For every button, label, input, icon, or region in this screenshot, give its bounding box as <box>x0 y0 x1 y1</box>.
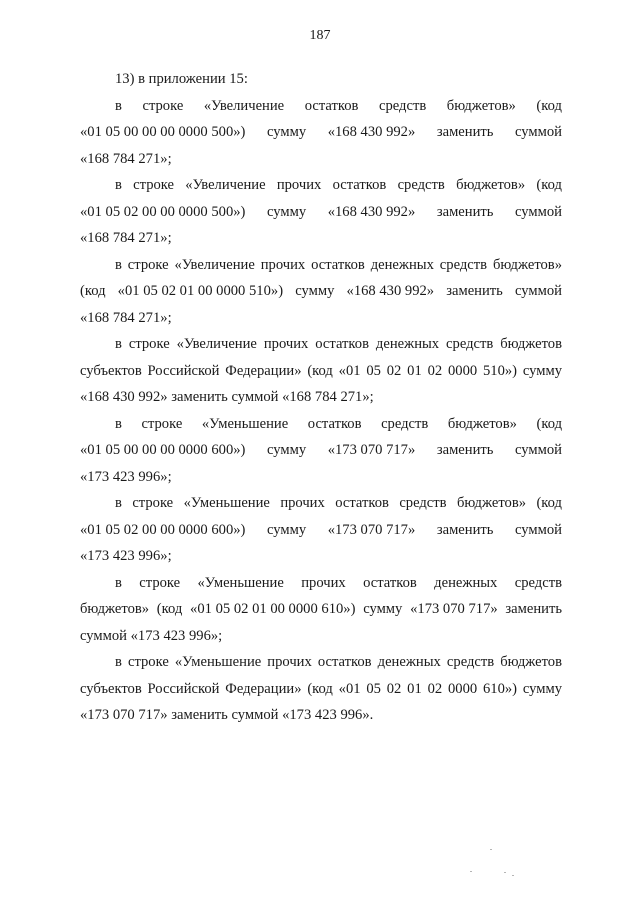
paragraph-line <box>80 437 562 464</box>
paragraph-line: «168 784 271»; <box>80 150 172 167</box>
paragraph-line <box>80 411 562 438</box>
line-word: суммой <box>515 521 562 538</box>
line-word: (код <box>536 495 562 511</box>
line-word: строке <box>133 177 175 193</box>
paragraph-line <box>80 490 562 517</box>
line-word: в <box>115 177 122 193</box>
line-word: «Уменьшение <box>201 415 289 432</box>
paragraph-line <box>80 119 562 146</box>
paragraph-line: «168 784 271»; <box>80 309 172 326</box>
paragraph-line: суммой «173 423 996»; <box>80 627 223 644</box>
amendment-paragraph <box>80 570 562 650</box>
line-word: «01 05 00 00 00 0000 600») <box>80 442 246 458</box>
line-word: «173 070 717» <box>327 442 416 458</box>
line-word: сумму <box>266 203 307 220</box>
paragraph-line <box>80 199 562 226</box>
line-word: «Уменьшение <box>183 495 270 511</box>
line-word: остатков <box>307 415 362 432</box>
line-word: бюджетов» <box>447 415 517 432</box>
line-word: «01 05 00 00 00 0000 500») <box>80 124 246 140</box>
line-word: средств <box>514 574 562 591</box>
amendment-paragraph <box>80 93 562 173</box>
scan-artifacts <box>440 845 560 885</box>
line-word: остатков <box>304 97 359 114</box>
paragraph-line <box>80 278 562 305</box>
line-word: строке <box>132 495 174 511</box>
paragraph-line <box>80 93 562 120</box>
amendment-paragraph <box>80 252 562 332</box>
paragraph-line <box>80 570 562 597</box>
line-word: (код <box>536 97 562 114</box>
line-word: в <box>115 415 122 432</box>
line-word: суммой <box>515 124 562 140</box>
line-word: (код <box>156 601 183 617</box>
line-word: (код <box>536 177 562 193</box>
line-word: «168 430 992» <box>327 203 416 220</box>
amendment-paragraph <box>80 331 562 411</box>
line-word: средств <box>397 177 445 193</box>
line-word: остатков <box>335 495 389 511</box>
line-word: «168 430 992» <box>346 283 435 299</box>
line-word: сумму <box>266 442 307 458</box>
line-word: в <box>115 574 122 591</box>
line-word: прочих <box>276 177 322 193</box>
line-word: «Увеличение <box>185 177 266 193</box>
line-word: прочих <box>280 495 325 511</box>
paragraph-line: «173 423 996»; <box>80 468 172 485</box>
line-word: «01 05 02 00 00 0000 600») <box>80 521 246 538</box>
paragraph-line: в строке «Увеличение прочих остатков денежных средств бюджетов <box>115 336 562 352</box>
line-word: строке <box>142 97 184 114</box>
document-body <box>80 66 562 729</box>
amendment-paragraph <box>80 411 562 491</box>
line-word: в <box>115 97 122 114</box>
paragraph-line: субъектов Российской Федерации» (код «01 05 02 01 02 0000 610») сумму <box>80 680 562 697</box>
amendment-paragraph <box>80 490 562 570</box>
line-word: суммой <box>514 283 562 299</box>
paragraph-line: «168 430 992» заменить суммой «168 784 271»; <box>80 389 374 405</box>
line-word: «Увеличение <box>203 97 285 114</box>
page-number: 187 <box>309 28 331 43</box>
paragraph-line <box>80 517 562 544</box>
line-word: сумму <box>266 521 307 538</box>
line-word: строке <box>141 415 183 432</box>
line-word: средств <box>379 97 427 114</box>
line-word: строке <box>139 574 181 591</box>
line-word: (код <box>536 415 562 432</box>
amendment-list <box>80 93 562 729</box>
line-word: «01 05 02 01 00 0000 510») <box>117 283 284 299</box>
paragraph-line: субъектов Российской Федерации» (код «01 05 02 01 02 0000 510») сумму <box>80 362 562 379</box>
line-word: «173 070 717» <box>410 601 498 617</box>
paragraph-line: «173 423 996»; <box>80 548 172 564</box>
line-word: прочих <box>301 574 346 591</box>
line-word: сумму <box>363 601 403 617</box>
line-word: заменить <box>436 442 494 458</box>
line-word: бюджетов» <box>456 495 527 511</box>
line-word: средств <box>381 415 429 432</box>
paragraph-line: «168 784 271»; <box>80 230 172 246</box>
line-word: заменить <box>505 601 562 617</box>
line-word: бюджетов» <box>80 601 150 617</box>
paragraph-line: в строке «Увеличение прочих остатков денежных средств бюджетов» <box>115 256 562 273</box>
line-word: заменить <box>436 521 494 538</box>
line-word: заменить <box>436 203 494 220</box>
line-word: бюджетов» <box>456 177 526 193</box>
paragraph-line <box>80 172 562 199</box>
line-word: остатков <box>363 574 417 591</box>
line-word: сумму <box>295 283 335 299</box>
line-word: «173 070 717» <box>327 521 416 538</box>
line-word: суммой <box>515 442 562 458</box>
line-word: (код <box>80 283 106 299</box>
line-word: «Уменьшение <box>197 574 284 591</box>
line-word: остатков <box>332 177 387 193</box>
line-word: «01 05 02 01 00 0000 610») <box>190 601 356 617</box>
line-word: в <box>115 495 122 511</box>
line-word: денежных <box>434 574 498 591</box>
paragraph-line: в строке «Уменьшение прочих остатков денежных средств бюджетов <box>115 654 562 670</box>
line-word: заменить <box>446 283 503 299</box>
line-word: суммой <box>515 203 562 220</box>
paragraph-line: «173 070 717» заменить суммой «173 423 996». <box>80 707 374 723</box>
item-title: 13) в приложении 15: <box>115 71 248 87</box>
amendment-paragraph <box>80 649 562 729</box>
amendment-paragraph <box>80 172 562 252</box>
line-word: «01 05 02 00 00 0000 500») <box>80 203 246 220</box>
paragraph-line <box>80 596 562 623</box>
line-word: средств <box>399 495 447 511</box>
line-word: сумму <box>266 124 307 140</box>
line-word: «168 430 992» <box>327 124 416 140</box>
line-word: бюджетов» <box>446 97 516 114</box>
line-word: заменить <box>436 124 494 140</box>
